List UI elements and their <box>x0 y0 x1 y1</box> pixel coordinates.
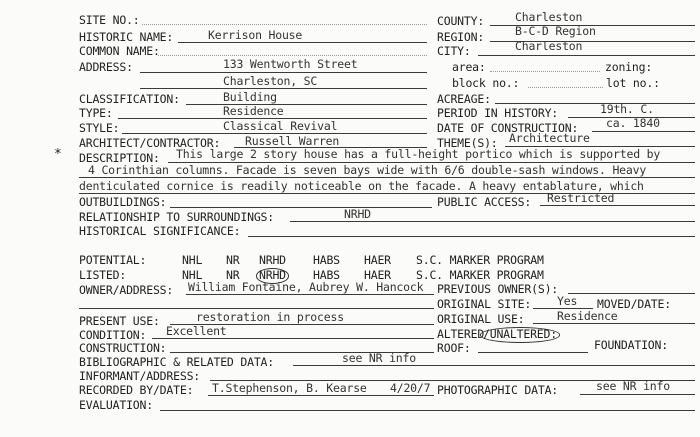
region-label: REGION: <box>437 30 485 44</box>
area-line <box>490 71 600 72</box>
public-access-value: Restricted <box>547 191 615 205</box>
potential-haer: HAER <box>364 253 391 267</box>
previous-owner-line <box>568 293 695 294</box>
original-use-line <box>533 323 695 324</box>
condition-label: CONDITION: <box>79 328 147 342</box>
outbuildings-label: OUTBUILDINGS: <box>79 195 167 209</box>
date-line <box>592 131 695 132</box>
original-site-value: Yes <box>557 294 578 308</box>
zoning-label: zoning: <box>605 60 653 74</box>
architect-value: Russell Warren <box>245 134 340 148</box>
lot-label: lot no.: <box>606 76 660 90</box>
date-value: ca. 1840 <box>606 116 660 130</box>
listed-habs: HABS <box>313 268 340 282</box>
original-use-value: Residence <box>557 309 618 323</box>
public-access-line <box>540 205 695 206</box>
period-label: PERIOD IN HISTORY: <box>437 106 559 120</box>
present-use-value: restoration in process <box>196 310 344 324</box>
historical-sig-label: HISTORICAL SIGNIFICANCE: <box>79 224 241 238</box>
theme-label: THEME(S): <box>437 136 498 150</box>
historic-name-line <box>178 42 427 43</box>
owner-line <box>186 294 434 295</box>
foundation-label: FOUNDATION: <box>594 338 668 352</box>
potential-nr: NR <box>226 253 240 267</box>
asterisk-mark: * <box>54 147 62 162</box>
city-label: CITY: <box>437 44 471 58</box>
biblio-line <box>293 365 695 366</box>
informant-label: INFORMANT/ADDRESS: <box>79 369 201 383</box>
description-line3: denticulated cornice is readily noticeable on the facade. A heavy entablature, which <box>79 179 644 193</box>
biblio-value: see NR info <box>342 351 416 365</box>
owner-line-2 <box>79 308 434 309</box>
block-label: block no.: <box>452 76 520 90</box>
potential-sc-marker: S.C. MARKER PROGRAM <box>416 253 544 267</box>
listed-nrhd-circled: NRHD <box>256 268 289 284</box>
acreage-label: ACREAGE: <box>437 92 491 106</box>
historic-name-value: Kerrison House <box>208 28 303 42</box>
outbuildings-line <box>170 207 432 208</box>
original-use-label: ORIGINAL USE: <box>437 312 525 326</box>
public-access-label: PUBLIC ACCESS: <box>437 195 532 209</box>
biblio-label: BIBLIOGRAPHIC & RELATED DATA: <box>79 355 274 369</box>
site-no-label: SITE NO.: <box>79 13 140 27</box>
style-label: STYLE: <box>79 121 120 135</box>
listed-label: LISTED: <box>79 268 127 282</box>
recorded-label: RECORDED BY/DATE: <box>79 383 194 397</box>
address-line-2 <box>140 88 427 89</box>
photo-label: PHOTOGRAPHIC DATA: <box>437 383 559 397</box>
evaluation-label: EVALUATION: <box>79 398 153 412</box>
roof-line <box>478 352 588 353</box>
relationship-label: RELATIONSHIP TO SURROUNDINGS: <box>79 210 274 224</box>
owner-value: William Fontaine, Aubrey W. Hancock <box>188 280 424 294</box>
previous-owner-label: PREVIOUS OWNER(S): <box>437 282 559 296</box>
county-value: Charleston <box>515 10 583 24</box>
architect-label: ARCHITECT/CONTRACTOR: <box>79 136 221 150</box>
altered-label: ALTERED <box>437 327 485 341</box>
evaluation-line <box>160 410 695 411</box>
style-value: Classical Revival <box>223 119 338 133</box>
common-name-line <box>158 55 427 56</box>
date-label: DATE OF CONSTRUCTION: <box>437 121 579 135</box>
address-label: ADDRESS: <box>79 60 133 74</box>
photo-value: see NR info <box>596 379 670 393</box>
relationship-line <box>290 221 695 222</box>
classification-label: CLASSIFICATION: <box>79 92 180 106</box>
city-value: Charleston <box>515 39 583 53</box>
potential-nrhd: NRHD <box>259 253 286 267</box>
unaltered-circled: /UNALTERED: <box>480 327 560 343</box>
condition-value: Excellent <box>166 324 227 338</box>
city-line <box>478 55 695 56</box>
condition-line <box>152 338 434 339</box>
area-label: area: <box>452 60 486 74</box>
site-no-line <box>142 24 427 25</box>
recorded-line <box>208 395 434 396</box>
address-line1: 133 Wentworth Street <box>223 57 358 71</box>
photo-line <box>580 394 695 395</box>
owner-label: OWNER/ADDRESS: <box>79 283 174 297</box>
roof-label: ROOF: <box>437 341 471 355</box>
acreage-line <box>495 103 695 104</box>
construction-label: CONSTRUCTION: <box>79 341 167 355</box>
potential-habs: HABS <box>313 253 340 267</box>
type-value: Residence <box>223 104 284 118</box>
recorded-date-value: 4/20/7 <box>390 381 431 395</box>
potential-label: POTENTIAL: <box>79 253 147 267</box>
historical-sig-line <box>248 236 695 237</box>
block-line <box>528 87 603 88</box>
listed-nhl: NHL <box>182 268 203 282</box>
county-label: COUNTY: <box>437 14 485 28</box>
classification-value: Building <box>223 90 277 104</box>
moved-label: MOVED/DATE: <box>597 297 671 311</box>
description-line1: This large 2 story house has a full-height portico which is supported by <box>176 147 661 161</box>
address-line <box>140 72 427 73</box>
relationship-value: NRHD <box>344 207 371 221</box>
address-line2: Charleston, SC <box>223 74 318 88</box>
type-label: TYPE: <box>79 106 113 120</box>
present-use-label: PRESENT USE: <box>79 314 160 328</box>
listed-sc-marker: S.C. MARKER PROGRAM <box>416 268 544 282</box>
potential-nhl: NHL <box>182 253 203 267</box>
description-rule-2 <box>79 177 695 178</box>
original-site-label: ORIGINAL SITE: <box>437 297 532 311</box>
listed-haer: HAER <box>364 268 391 282</box>
period-value: 19th. C. <box>600 102 654 116</box>
recorded-value: T.Stephenson, B. Kearse <box>212 381 367 395</box>
description-line2: 4 Corinthian columns. Facade is seven bays wide with 6/6 double-sash windows. Heavy <box>88 163 647 177</box>
region-value: B-C-D Region <box>515 24 596 38</box>
historic-name-label: HISTORIC NAME: <box>79 30 174 44</box>
theme-value: Architecture <box>509 131 590 145</box>
common-name-label: COMMON NAME: <box>79 44 160 58</box>
description-label: DESCRIPTION: <box>79 151 160 165</box>
listed-nr: NR <box>226 268 240 282</box>
